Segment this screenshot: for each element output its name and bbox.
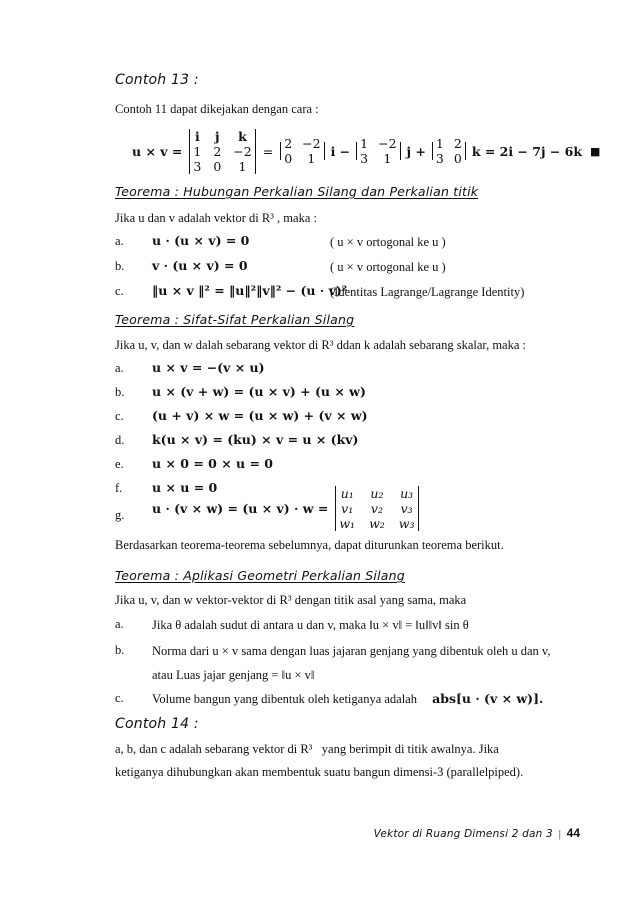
theorem-3-item-c (152, 691, 543, 707)
theorem-1-formula-c: ‖u × v ‖² = ‖u‖²‖v‖² − (u · v)² (152, 283, 348, 298)
page-footer (374, 826, 580, 840)
property-g (152, 486, 422, 530)
det-cell: i (194, 128, 200, 144)
det-cell: 1 (238, 158, 247, 174)
theorem-1-formula-b: v · (u × v) = 0 (152, 258, 248, 273)
item-label: g. (115, 508, 125, 522)
det-cell: 1 (435, 136, 444, 151)
example-13-intro: Contoh 11 dapat dikejakan dengan cara : (115, 102, 319, 116)
det-cell: −2 (233, 143, 252, 159)
cross-product-formula (132, 128, 600, 174)
item-label: c. (115, 284, 124, 298)
example-14-heading: Contoh 14 : (115, 716, 199, 732)
term-i: i − (330, 143, 351, 159)
formula-lhs: u × v = (132, 143, 183, 159)
det-cell: 0 (213, 158, 222, 174)
equals-sign: = (262, 143, 274, 159)
theorem-1-note-a: ( u × v ortogonal ke u ) (330, 235, 446, 249)
page-number: 44 (566, 826, 580, 840)
footer-separator: | (558, 828, 561, 840)
det-cell: 0 (453, 151, 462, 166)
qed-square-icon: ■ (590, 144, 601, 158)
property-e: u × 0 = 0 × u = 0 (152, 456, 273, 471)
theorem-3-item-b-line1: Norma dari u × v sama dengan luas jajaran genjang yang dibentuk oleh u dan v, (152, 644, 551, 658)
theorem-2-intro: Jika u, v, dan w dalah sebarang vektor di R³ ddan k adalah sebarang skalar, maka : (115, 338, 526, 352)
det-cell: k (238, 128, 247, 144)
det-cell: 2 (284, 136, 293, 151)
theorem-3-item-b-line2: atau Luas jajar genjang = ‖u × v‖ (152, 668, 315, 682)
det-cell: 0 (284, 151, 293, 166)
theorem-1-heading: Teorema : Hubungan Perkalian Silang dan Perkalian titik (115, 184, 479, 199)
item-label: f. (115, 481, 123, 495)
term-j: j + (406, 143, 426, 159)
triple-product-determinant (332, 486, 421, 531)
det-cell: 2 (213, 143, 222, 159)
det-cell: j (215, 128, 220, 144)
minor-determinant-3 (429, 136, 469, 166)
item-label: a. (115, 617, 124, 631)
item-label: b. (115, 259, 125, 273)
det-cell: 1 (307, 151, 316, 166)
det-cell: 1 (360, 136, 369, 151)
theorem-3-item-a: Jika θ adalah sudut di antara u dan v, maka ‖u × v‖ = ‖u‖‖v‖ sin θ (152, 618, 469, 632)
example-14-line1: a, b, dan c adalah sebarang vektor di R³ yang berimpit di titik awalnya. Jika (115, 742, 499, 756)
det-cell: 3 (435, 151, 444, 166)
det-cell: −2 (378, 136, 397, 151)
footer-title: Vektor di Ruang Dimensi 2 dan 3 (373, 828, 553, 840)
property-f: u × u = 0 (152, 480, 218, 495)
theorem-2-conclusion: Berdasarkan teorema-teorema sebelumnya, dapat diturunkan teorema berikut. (115, 538, 504, 552)
property-d: k(u × v) = (ku) × v = u × (kv) (152, 432, 359, 447)
property-b: u × (v + w) = (u × v) + (u × w) (152, 384, 366, 399)
item-label: d. (115, 433, 125, 447)
theorem-1-note-b: ( u × v ortogonal ke u ) (330, 260, 446, 274)
property-a: u × v = −(v × u) (152, 360, 265, 375)
det-cell: u₂ (370, 485, 384, 501)
det-cell: 2 (453, 136, 462, 151)
theorem-1-formula-a: u · (u × v) = 0 (152, 233, 250, 248)
det-cell: u₁ (340, 485, 354, 501)
property-c: (u + v) × w = (u × w) + (v × w) (152, 408, 368, 423)
det-cell: 1 (383, 151, 392, 166)
property-g-formula: u · (v × w) = (u × v) · w = (152, 500, 329, 516)
det-cell: v₂ (370, 500, 383, 516)
det-cell: 1 (193, 143, 202, 159)
det-cell: v₁ (341, 500, 354, 516)
item-label: b. (115, 643, 125, 657)
example-14-line2: ketiganya dihubungkan akan membentuk suatu bangun dimensi-3 (parallelpiped). (115, 765, 524, 779)
theorem-3-intro: Jika u, v, dan w vektor-vektor di R³ dengan titik asal yang sama, maka (115, 593, 467, 607)
det-cell: w₂ (369, 515, 385, 531)
example-13-heading: Contoh 13 : (115, 72, 199, 88)
item-label: b. (115, 385, 125, 399)
item-label: c. (115, 691, 124, 705)
det-cell: −2 (302, 136, 321, 151)
minor-determinant-2 (353, 136, 403, 166)
item-label: e. (115, 457, 124, 471)
det-cell: 3 (360, 151, 369, 166)
theorem-3-item-c-text: Volume bangun yang dibentuk oleh ketiganya adalah (152, 692, 417, 706)
det-cell: v₃ (400, 500, 413, 516)
det-cell: w₁ (339, 515, 356, 531)
det-cell: u₃ (400, 485, 414, 501)
theorem-1-note-c: (Identitas Lagrange/Lagrange Identity) (330, 285, 525, 299)
theorem-2-heading: Teorema : Sifat-Sifat Perkalian Silang (115, 312, 355, 327)
theorem-3-item-c-formula: abs[u · (v × w)]. (432, 691, 544, 706)
item-label: a. (115, 234, 124, 248)
item-label: a. (115, 361, 124, 375)
theorem-3-heading: Teorema : Aplikasi Geometri Perkalian Silang (115, 568, 405, 583)
term-k-result: k = 2i − 7j − 6k (471, 143, 583, 159)
det-cell: 3 (193, 158, 202, 174)
minor-determinant-1 (277, 136, 327, 166)
determinant-3x3 (186, 129, 258, 174)
det-cell: w₃ (398, 515, 415, 531)
theorem-1-intro: Jika u dan v adalah vektor di R³ , maka : (115, 211, 317, 225)
item-label: c. (115, 409, 124, 423)
